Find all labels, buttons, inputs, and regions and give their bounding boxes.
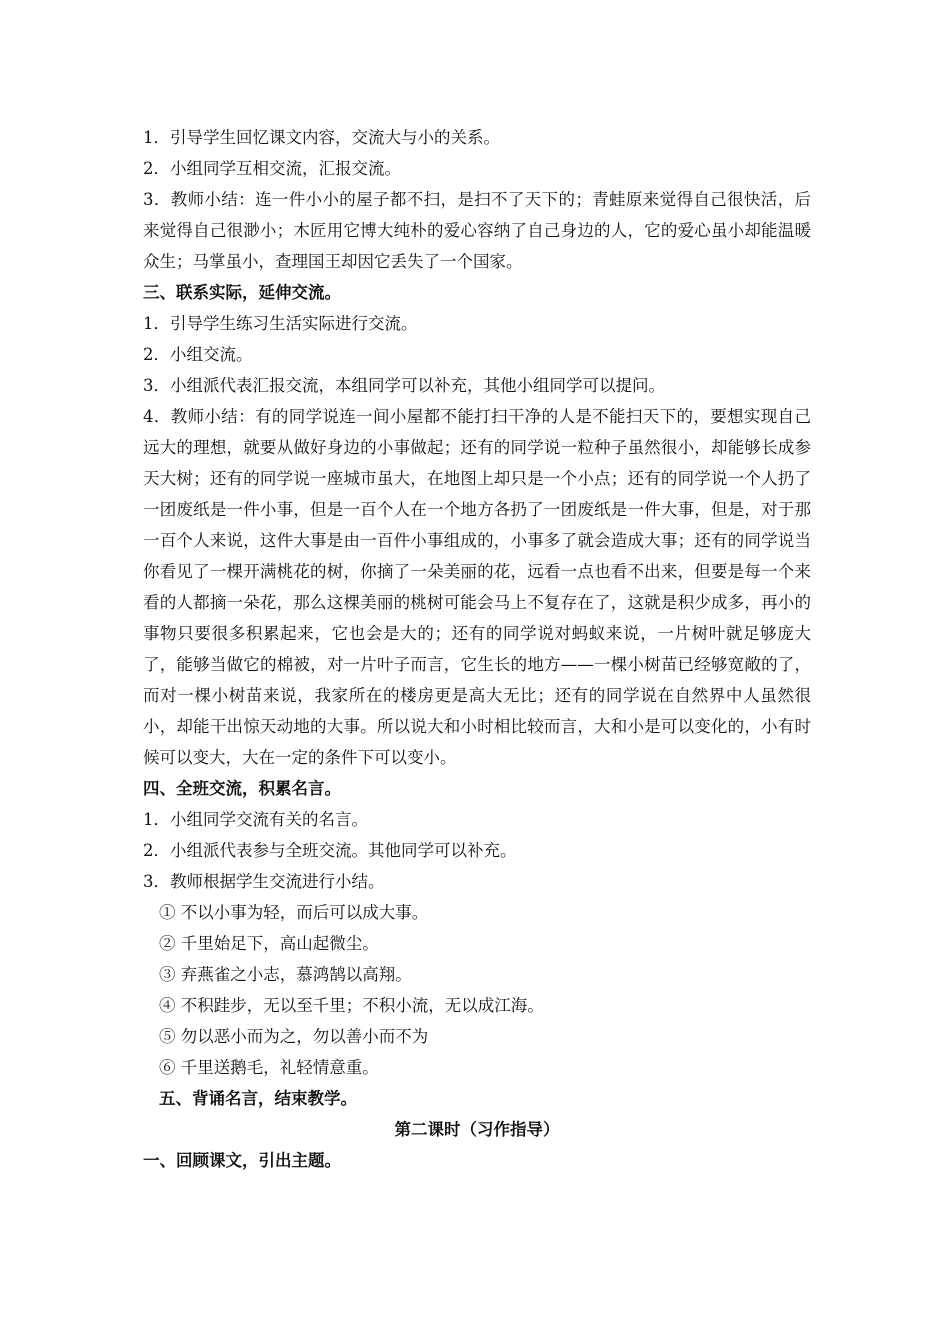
- section2-item-2: 2．小组同学互相交流，汇报交流。: [143, 159, 401, 178]
- section3-item-3: 3．小组派代表汇报交流，本组同学可以补充，其他小组同学可以提问。: [143, 376, 665, 395]
- section4-heading: 四、全班交流，积累名言。: [143, 779, 341, 798]
- quote-5: ⑤ 勿以恶小而为之，勿以善小而不为: [159, 1027, 429, 1046]
- section2-item-3: 3．教师小结：连一件小小的屋子都不扫，是扫不了天下的；青蛙原来觉得自己很快活，后来觉得自己很渺小；木匠用它博大纯朴的爱心容纳了自己身边的人，它的爱心虽小却能温暖众生；马掌虽小，查理国王却因它丢失了一个国家。: [143, 190, 811, 271]
- quote-2: ② 千里始足下，高山起微尘。: [159, 934, 379, 953]
- section5-heading: 五、背诵名言，结束教学。: [159, 1089, 357, 1108]
- section3-item-2: 2．小组交流。: [143, 345, 253, 364]
- lesson2-heading: 一、回顾课文，引出主题。: [143, 1151, 341, 1170]
- section3-heading: 三、联系实际，延伸交流。: [143, 283, 341, 302]
- section3-item-4: 4．教师小结：有的同学说连一间小屋都不能打扫干净的人是不能扫天下的，要想实现自己远大的理想，就要从做好身边的小事做起；还有的同学说一粒种子虽然很小，却能够长成参天大树；还有的同学说一座城市虽大，在地图上却只是一个小点；还有的同学说一个人扔了一团废纸是一件小事，但是一百个人在一个地方各扔了一团废纸是一件大事，但是，对于那一百个人来说，这件大事是由一百件小事组成的，小事多了就会造成大事；还有的同学说当你看见了一棵开满桃花的树，你摘了一朵美丽的花，远看一点也看不出来，但要是每一个来看的人都摘一朵花，那么这棵美丽的桃树可能会马上不复存在了，这就是积少成多，再小的事物只要很多积累起来，它也会是大的；还有的同学说对蚂蚁来说，一片树叶就足够庞大了，能够当做它的棉被，对一片叶子而言，它生长的地方——一棵小树苗已经够宽敞的了，而对一棵小树苗来说，我家所在的楼房更是高大无比；还有的同学说在自然界中人虽然很小，却能干出惊天动地的大事。所以说大和小时相比较而言，大和小是可以变化的，小有时候可以变大，大在一定的条件下可以变小。: [143, 407, 811, 767]
- document-body: [143, 122, 811, 1176]
- lesson2-title: 第二课时（习作指导）: [394, 1120, 560, 1139]
- section4-item-2: 2．小组派代表参与全班交流。其他同学可以补充。: [143, 841, 517, 860]
- section2-item-1: 1．引导学生回忆课文内容，交流大与小的关系。: [143, 128, 500, 147]
- quote-3: ③ 弃燕雀之小志，慕鸿鹄以高翔。: [159, 965, 412, 984]
- quote-6: ⑥ 千里送鹅毛，礼轻情意重。: [159, 1058, 379, 1077]
- section3-item-1: 1．引导学生练习生活实际进行交流。: [143, 314, 418, 333]
- quote-4: ④ 不积跬步，无以至千里；不积小流，无以成江海。: [159, 996, 544, 1015]
- quote-1: ① 不以小事为轻，而后可以成大事。: [159, 903, 429, 922]
- section4-item-1: 1．小组同学交流有关的名言。: [143, 810, 368, 829]
- section4-item-3: 3．教师根据学生交流进行小结。: [143, 872, 385, 891]
